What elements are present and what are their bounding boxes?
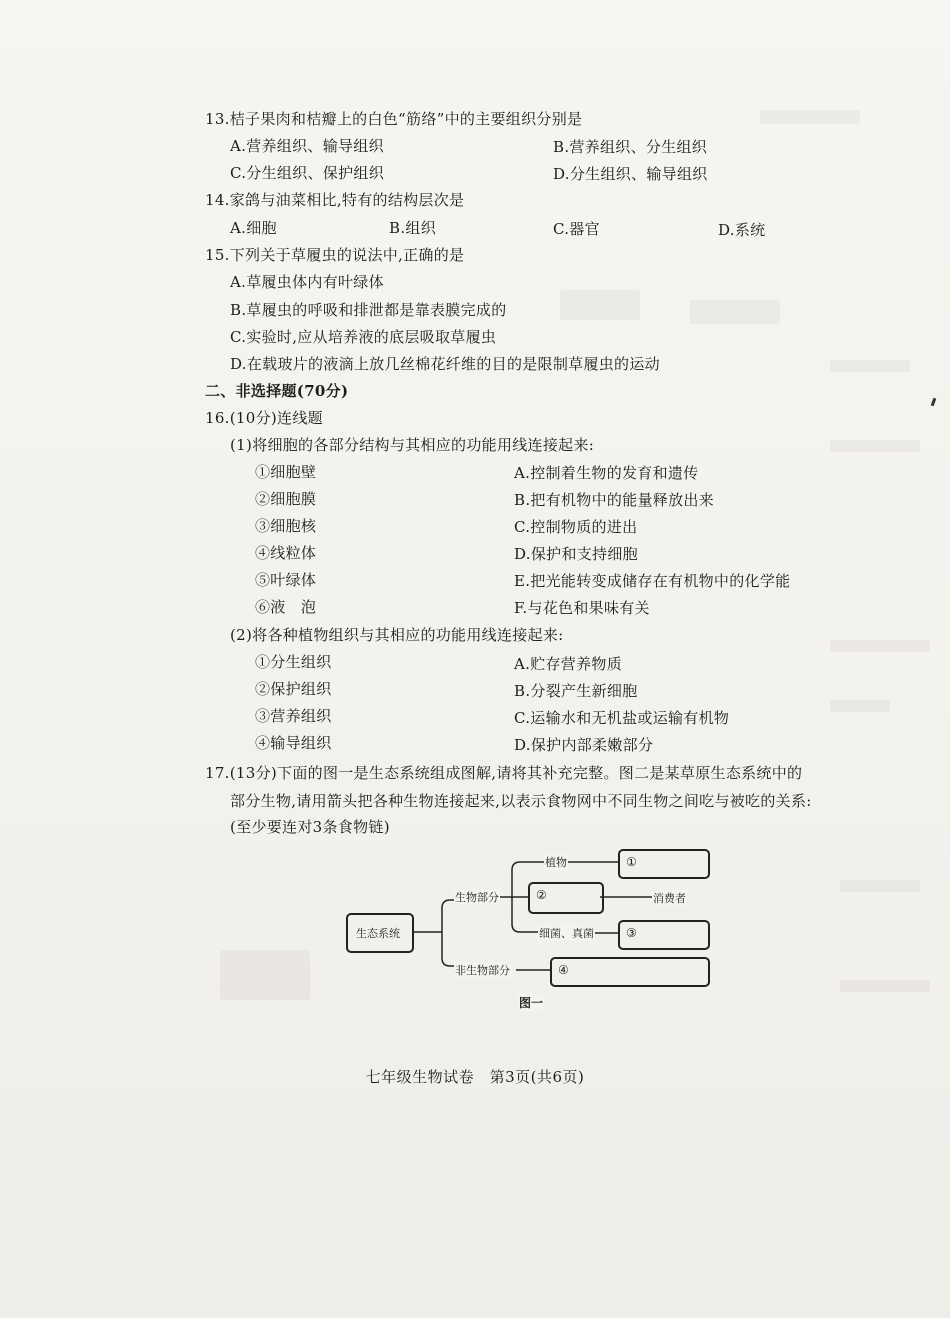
root-label: 生态系统 [356, 927, 400, 940]
q16-p1-left-item: ④线粒体 [255, 544, 317, 562]
nonbio-label: 非生物部分 [455, 964, 510, 977]
bleed-through-mark [830, 360, 910, 372]
diagram-caption: 图一 [519, 996, 544, 1010]
q16-p2-left-item: ③营养组织 [255, 707, 332, 725]
q16-part1-instruction: (1)将细胞的各部分结构与其相应的功能用线连接起来: [230, 436, 595, 454]
q13-option-b: B.营养组织、分生组织 [553, 138, 708, 156]
blank-number: ④ [558, 963, 569, 977]
q13-option-d: D.分生组织、输导组织 [553, 165, 708, 183]
q16-stem: 16.(10分)连线题 [205, 409, 323, 427]
q16-p1-right-item: B.把有机物中的能量释放出来 [514, 491, 714, 509]
q16-p1-right-item: E.把光能转变成储存在有机物中的化学能 [514, 572, 791, 590]
blank-number: ③ [626, 926, 637, 940]
bleed-through-mark [760, 110, 860, 124]
q16-p1-right-item: A.控制着生物的发育和遗传 [514, 464, 699, 482]
bio-label: 生物部分 [455, 891, 499, 904]
q16-p1-left-item: ⑤叶绿体 [255, 571, 317, 589]
q16-p2-right-item: C.运输水和无机盐或运输有机物 [514, 709, 730, 727]
section-title: 二、非选择题(70分) [205, 382, 349, 400]
ecosystem-diagram [300, 840, 730, 1020]
bleed-through-mark [830, 440, 920, 452]
bleed-through-mark [690, 300, 780, 324]
q13-option-a: A.营养组织、输导组织 [230, 137, 384, 155]
q16-p2-right-item: B.分裂产生新细胞 [514, 682, 638, 700]
ink-speck [931, 398, 937, 407]
blank-number: ② [536, 888, 547, 902]
bleed-through-mark [830, 640, 930, 652]
root-box [346, 913, 414, 953]
q16-p2-left-item: ①分生组织 [255, 653, 332, 671]
blank-box-2[interactable] [528, 882, 604, 914]
q16-p1-left-item: ①细胞壁 [255, 463, 317, 481]
q16-p1-left-item: ③细胞核 [255, 517, 317, 535]
q16-p2-right-item: D.保护内部柔嫩部分 [514, 736, 654, 754]
blank-box-1[interactable] [618, 849, 710, 879]
q16-p2-right-item: A.贮存营养物质 [514, 655, 623, 673]
q16-p1-left-item: ⑥液 泡 [255, 598, 317, 616]
consumer-label: 消费者 [653, 892, 686, 905]
q14-stem: 14.家鸽与油菜相比,特有的结构层次是 [205, 191, 465, 209]
q17-line1: 17.(13分)下面的图一是生态系统组成图解,请将其补充完整。图二是某草原生态系统中的 [205, 764, 803, 782]
q16-p1-right-item: D.保护和支持细胞 [514, 545, 638, 563]
q17-line2: 部分生物,请用箭头把各种生物连接起来,以表示食物网中不同生物之间吃与被吃的关系: [230, 792, 812, 810]
fungi-label: 细菌、真菌 [539, 927, 594, 940]
bleed-through-mark [840, 980, 930, 992]
q16-p2-left-item: ②保护组织 [255, 680, 332, 698]
q16-p1-right-item: C.控制物质的进出 [514, 518, 638, 536]
q16-p1-right-item: F.与花色和果味有关 [514, 599, 650, 617]
bleed-through-mark [830, 700, 890, 712]
q17-line3: (至少要连对3条食物链) [230, 818, 390, 836]
bleed-through-mark [220, 950, 310, 1000]
q15-option-d: D.在载玻片的液滴上放几丝棉花纤维的目的是限制草履虫的运动 [230, 355, 660, 373]
blank-box-4[interactable] [550, 957, 710, 987]
q14-option-c: C.器官 [553, 220, 600, 238]
plant-label: 植物 [545, 856, 567, 869]
q13-option-c: C.分生组织、保护组织 [230, 164, 385, 182]
q16-p1-left-item: ②细胞膜 [255, 490, 317, 508]
q16-part2-instruction: (2)将各种植物组织与其相应的功能用线连接起来: [230, 626, 564, 644]
bleed-through-mark [840, 880, 920, 892]
bleed-through-mark [560, 290, 640, 320]
blank-number: ① [626, 855, 637, 869]
q14-option-a: A.细胞 [230, 219, 277, 237]
q15-option-c: C.实验时,应从培养液的底层吸取草履虫 [230, 328, 497, 346]
q15-stem: 15.下列关于草履虫的说法中,正确的是 [205, 246, 465, 264]
q15-option-b: B.草履虫的呼吸和排泄都是靠表膜完成的 [230, 301, 507, 319]
q13-stem: 13.桔子果肉和桔瓣上的白色“筋络”中的主要组织分别是 [205, 110, 583, 128]
q14-option-b: B.组织 [389, 219, 436, 237]
q15-option-a: A.草履虫体内有叶绿体 [230, 273, 384, 291]
blank-box-3[interactable] [618, 920, 710, 950]
page-footer: 七年级生物试卷 第3页(共6页) [365, 1068, 585, 1086]
q16-p2-left-item: ④输导组织 [255, 734, 332, 752]
q14-option-d: D.系统 [718, 221, 766, 239]
